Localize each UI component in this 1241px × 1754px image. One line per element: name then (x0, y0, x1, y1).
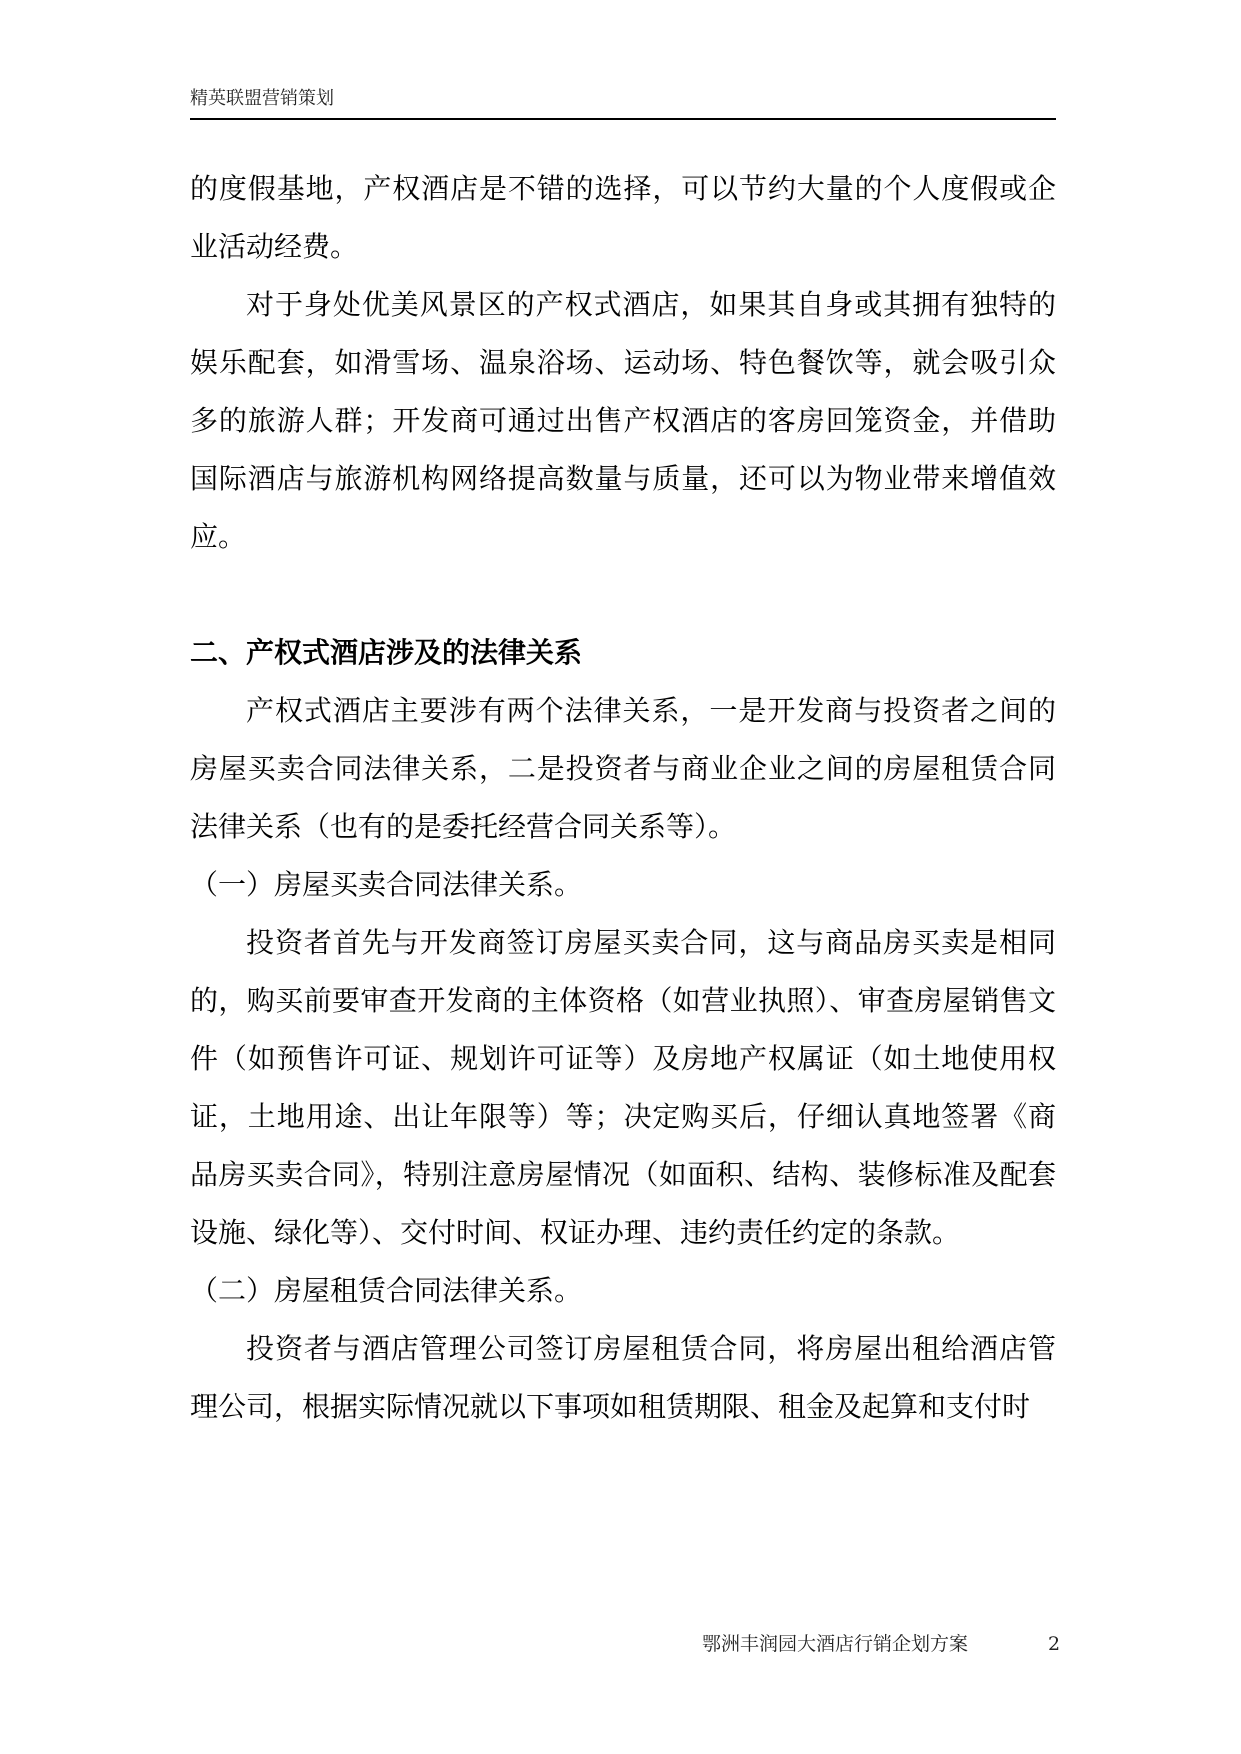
paragraph: 投资者与酒店管理公司签订房屋租赁合同，将房屋出租给酒店管理公司，根据实际情况就以下事项如租赁期限、租金及起算和支付时 (190, 1332, 1056, 1423)
section-heading: 二、产权式酒店涉及的法律关系 (190, 636, 583, 669)
subsection-heading: （二）房屋租赁合同法律关系。 (190, 1274, 583, 1307)
page-footer (0, 1632, 1241, 1662)
page-number: 2 (1048, 1633, 1061, 1655)
page-header (190, 88, 1056, 120)
paragraph: 投资者首先与开发商签订房屋买卖合同，这与商品房买卖是相同的，购买前要审查开发商的主体资格（如营业执照）、审查房屋销售文件（如预售许可证、规划许可证等）及房地产权属证（如土地使用权证，土地用途、出让年限等）等；决定购买后，仔细认真地签署《商品房买卖合同》，特别注意房屋情况（如面积、结构、装修标准及配套设施、绿化等）、交付时间、权证办理、违约责任约定的条款。 (190, 926, 1056, 1249)
header-title: 精英联盟营销策划 (190, 88, 334, 109)
paragraph: 对于身处优美风景区的产权式酒店，如果其自身或其拥有独特的娱乐配套，如滑雪场、温泉浴场、运动场、特色餐饮等，就会吸引众多的旅游人群；开发商可通过出售产权酒店的客房回笼资金，并借助国际酒店与旅游机构网络提高数量与质量，还可以为物业带来增值效应。 (190, 288, 1056, 553)
paragraph: 产权式酒店主要涉有两个法律关系，一是开发商与投资者之间的房屋买卖合同法律关系，二是投资者与商业企业之间的房屋租赁合同法律关系（也有的是委托经营合同关系等）。 (190, 694, 1056, 843)
paragraph: 的度假基地，产权酒店是不错的选择，可以节约大量的个人度假或企业活动经费。 (190, 172, 1056, 263)
document-body (190, 160, 1056, 1436)
footer-title: 鄂洲丰润园大酒店行销企划方案 (702, 1633, 969, 1655)
subsection-heading: （一）房屋买卖合同法律关系。 (190, 868, 583, 901)
